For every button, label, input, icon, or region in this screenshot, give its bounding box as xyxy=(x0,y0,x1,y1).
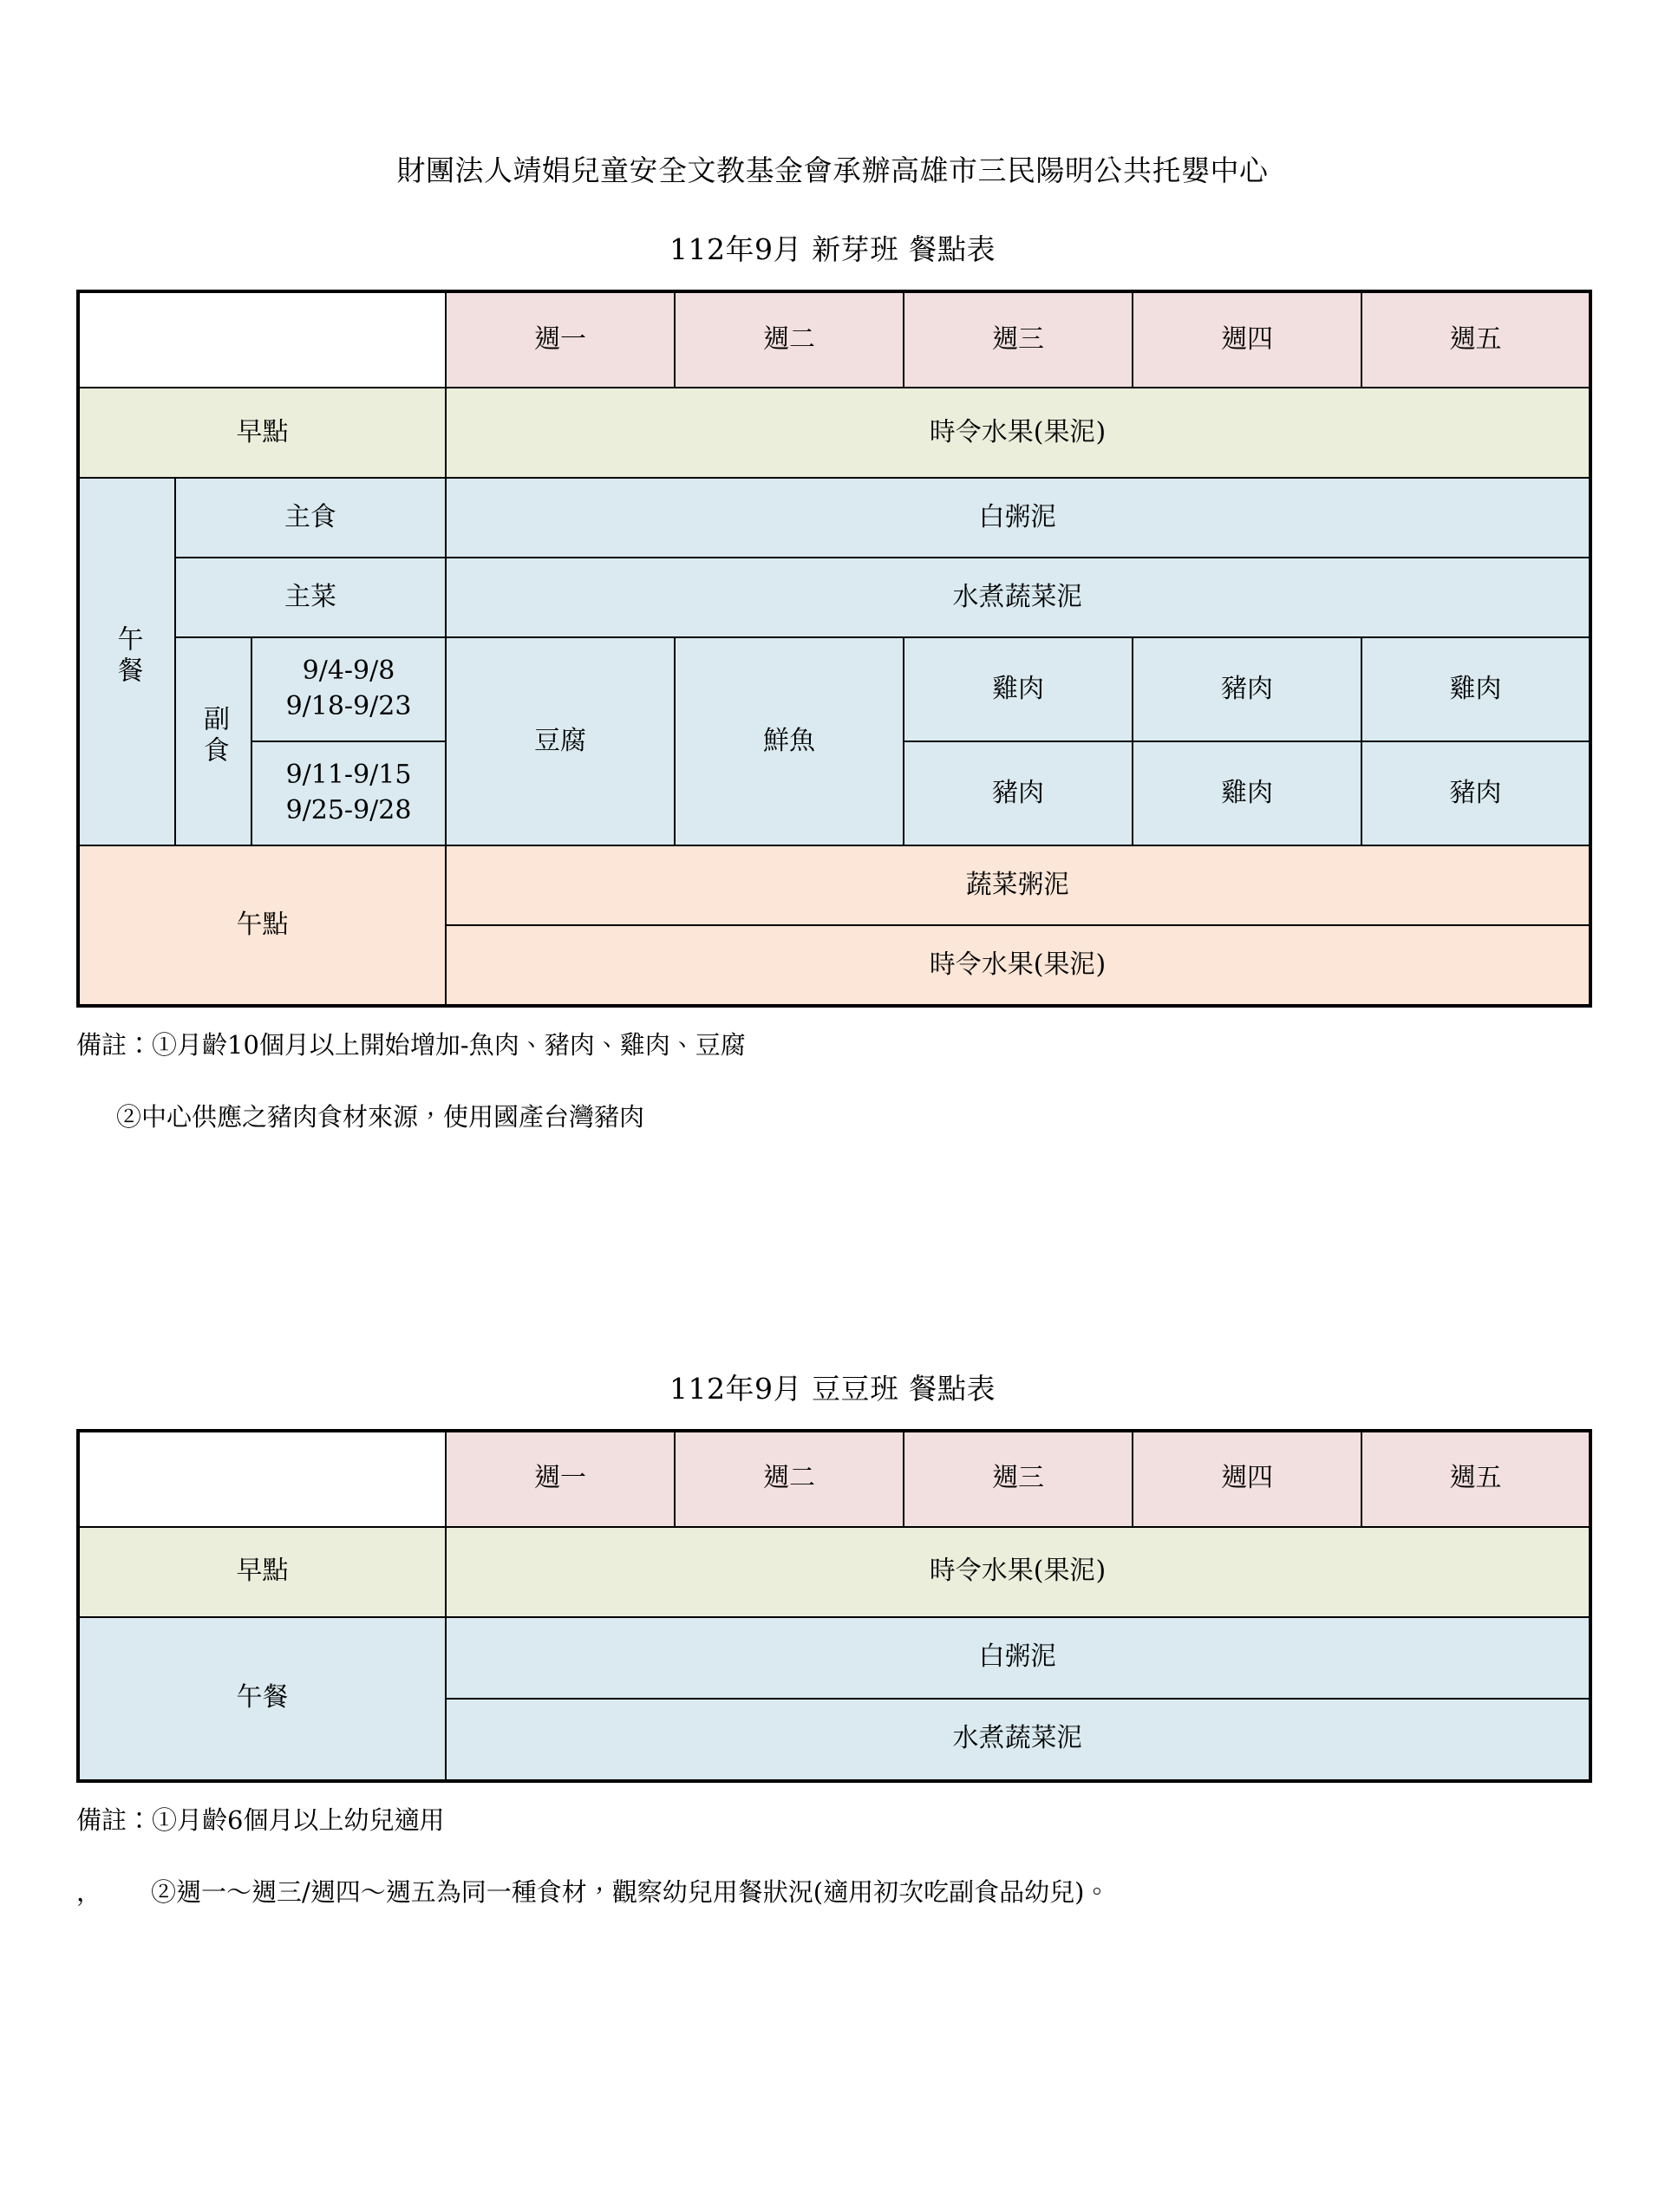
organization-title: 財團法人靖娟兒童安全文教基金會承辦高雄市三民陽明公共托嬰中心 xyxy=(396,153,1269,187)
table1-staple-row xyxy=(78,478,1590,558)
table1-staple-label: 主食 xyxy=(175,478,446,558)
table1-afternoon-snack-value1: 蔬菜粥泥 xyxy=(446,845,1590,925)
table2-morning-snack-value: 時令水果(果泥) xyxy=(446,1527,1590,1617)
table1-lunch-label xyxy=(78,478,175,845)
table2-lunch-label: 午餐 xyxy=(78,1617,446,1781)
table2-note-2-text: ②週一～週三/週四～週五為同一種食材，觀察幼兒用餐狀況(適用初次吃副食品幼兒)。 xyxy=(151,1877,1110,1908)
table1-date-range-a xyxy=(251,637,446,741)
table2-title: 112年9月 豆豆班 餐點表 xyxy=(669,1371,996,1406)
table1-afternoon-snack-label: 午點 xyxy=(78,845,446,1006)
table2-corner-cell xyxy=(78,1431,446,1527)
table1-side-mon: 豆腐 xyxy=(446,637,675,845)
table1-staple-value: 白粥泥 xyxy=(446,478,1590,558)
table1-date-range-b-line1: 9/11-9/15 xyxy=(285,760,412,791)
table2-lunch-value1: 白粥泥 xyxy=(446,1617,1590,1699)
table1-side-a-wed: 雞肉 xyxy=(904,637,1133,741)
table1-side-label-text: 副食 xyxy=(199,705,229,768)
table1-weekday-mon: 週一 xyxy=(446,291,675,388)
table2-lunch-row-1 xyxy=(78,1617,1590,1699)
table1-weekday-fri: 週五 xyxy=(1361,291,1590,388)
table1-weekday-thu: 週四 xyxy=(1133,291,1361,388)
table1-side-tue: 鮮魚 xyxy=(675,637,904,845)
table2-weekday-fri: 週五 xyxy=(1361,1431,1590,1527)
menu-table-doudou xyxy=(76,1429,1592,1783)
table1-main-dish-row xyxy=(78,558,1590,637)
menu-table-xinya xyxy=(76,290,1592,1008)
table2-note-lead-comma: ， xyxy=(76,1877,102,1908)
table1-side-b-fri: 豬肉 xyxy=(1361,741,1590,845)
table1-afternoon-snack-row-1 xyxy=(78,845,1590,925)
table1-morning-snack-label: 早點 xyxy=(78,388,446,478)
table2-weekday-mon: 週一 xyxy=(446,1431,675,1527)
table1-date-range-b xyxy=(251,741,446,845)
table2-weekday-thu: 週四 xyxy=(1133,1431,1361,1527)
table2-morning-snack-row xyxy=(78,1527,1590,1617)
table2-weekday-tue: 週二 xyxy=(675,1431,904,1527)
table1-note-1: 備註：①月齡10個月以上開始增加-魚肉、豬肉、雞肉、豆腐 xyxy=(76,1029,746,1060)
table2-note-1: 備註：①月齡6個月以上幼兒適用 xyxy=(76,1804,445,1835)
table1-side-b-thu: 雞肉 xyxy=(1133,741,1361,845)
table1-side-a-thu: 豬肉 xyxy=(1133,637,1361,741)
table1-weekday-tue: 週二 xyxy=(675,291,904,388)
table1-main-dish-value: 水煮蔬菜泥 xyxy=(446,558,1590,637)
table1-morning-snack-row xyxy=(78,388,1590,478)
table1-note-2: ②中心供應之豬肉食材來源，使用國產台灣豬肉 xyxy=(116,1102,645,1132)
table2-weekday-wed: 週三 xyxy=(904,1431,1133,1527)
table1-header-row xyxy=(78,291,1590,388)
table1-side-a-fri: 雞肉 xyxy=(1361,637,1590,741)
table1-wrapper xyxy=(0,290,1665,1008)
table1-side-label xyxy=(175,637,251,845)
table1-side-row-a xyxy=(78,637,1590,741)
table1-side-b-wed: 豬肉 xyxy=(904,741,1133,845)
section-spacer xyxy=(0,1171,1665,1371)
table1-date-range-a-line2: 9/18-9/23 xyxy=(285,690,412,721)
table1-title: 112年9月 新芽班 餐點表 xyxy=(669,232,996,266)
table1-date-range-b-line2: 9/25-9/28 xyxy=(285,794,412,825)
table1-weekday-wed: 週三 xyxy=(904,291,1133,388)
table2-morning-snack-label: 早點 xyxy=(78,1527,446,1617)
table2-header-row xyxy=(78,1431,1590,1527)
table2-lunch-value2: 水煮蔬菜泥 xyxy=(446,1699,1590,1781)
table2-note-2 xyxy=(76,1874,1589,1912)
table1-afternoon-snack-value2: 時令水果(果泥) xyxy=(446,925,1590,1006)
table2-wrapper xyxy=(0,1429,1665,1783)
table2-notes xyxy=(0,1802,1665,1912)
table1-corner-cell xyxy=(78,291,446,388)
table1-notes xyxy=(0,1027,1665,1137)
table1-date-range-a-line1: 9/4-9/8 xyxy=(302,656,395,687)
table1-lunch-label-text: 午餐 xyxy=(112,625,143,688)
table1-main-dish-label: 主菜 xyxy=(175,558,446,637)
table1-morning-snack-value: 時令水果(果泥) xyxy=(446,388,1590,478)
